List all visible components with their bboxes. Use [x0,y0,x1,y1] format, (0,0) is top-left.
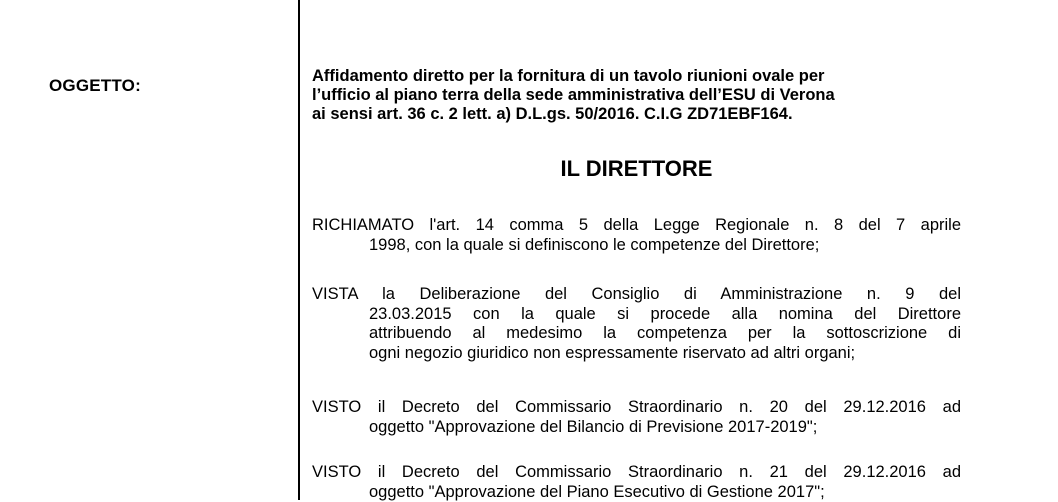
section-heading: IL DIRETTORE [312,156,961,182]
clause-first-line: VISTO il Decreto del Commissario Straordinario n. 20 del 29.12.2016 ad [312,398,961,418]
clause-first-line: RICHIAMATO l'art. 14 comma 5 della Legge Regionale n. 8 del 7 aprile [312,216,961,236]
clause-visto-peg [312,463,961,502]
subject-line: l’ufficio al piano terra della sede amministrativa dell’ESU di Verona [312,86,972,105]
clause-continuation-line: attribuendo al medesimo la competenza per la sottoscrizione di [312,324,961,344]
clause-first-line: VISTA la Deliberazione del Consiglio di Amministrazione n. 9 del [312,285,961,305]
column-divider [298,0,300,500]
clause-first-line: VISTO il Decreto del Commissario Straordinario n. 21 del 29.12.2016 ad [312,463,961,483]
clause-richiamato [312,216,961,255]
clause-continuation-line: ogni negozio giuridico non espressamente riservato ad altri organi; [312,344,961,364]
subject-line: Affidamento diretto per la fornitura di un tavolo riunioni ovale per [312,67,972,86]
clause-visto-bilancio [312,398,961,437]
subject-text [312,67,972,124]
clause-continuation-line: oggetto "Approvazione del Bilancio di Previsione 2017-2019"; [312,418,961,438]
clause-continuation-line: 1998, con la quale si definiscono le competenze del Direttore; [312,236,961,256]
subject-line: ai sensi art. 36 c. 2 lett. a) D.L.gs. 50/2016. C.I.G ZD71EBF164. [312,105,972,124]
clause-vista [312,285,961,363]
subject-label: OGGETTO: [49,76,141,96]
clause-continuation-line: oggetto "Approvazione del Piano Esecutivo di Gestione 2017"; [312,483,961,502]
clause-continuation-line: 23.03.2015 con la quale si procede alla nomina del Direttore [312,305,961,325]
